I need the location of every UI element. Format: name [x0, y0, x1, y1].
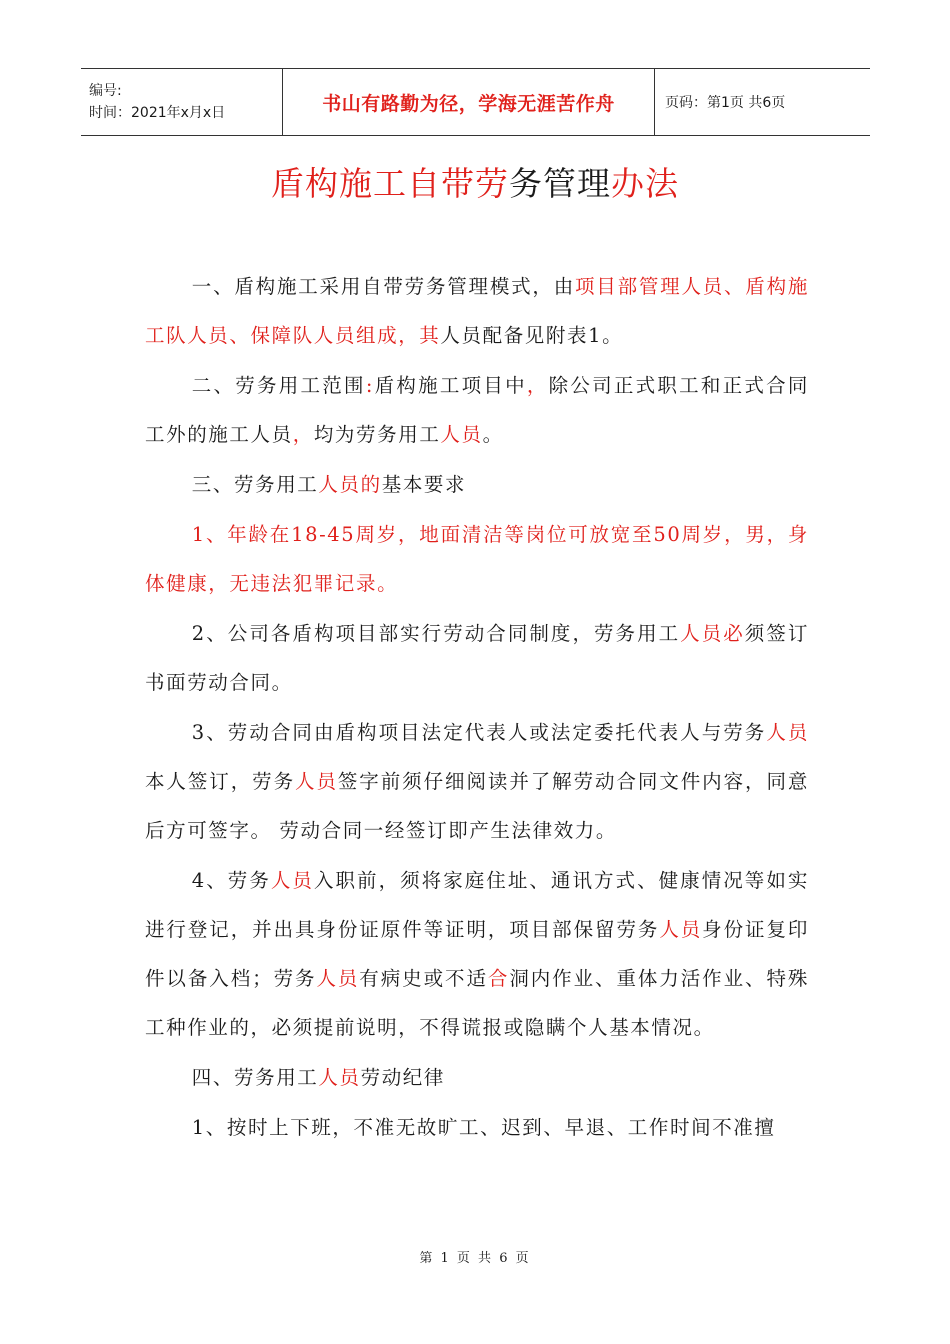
text-run: 1、按时上下班，不准无故旷工、迟到、早退、工作时间不准擅	[191, 1116, 776, 1139]
highlighted-text-run: ，	[292, 423, 314, 446]
text-run: 4、劳务	[191, 869, 271, 892]
highlighted-text-run: 人员	[270, 869, 314, 892]
highlighted-text-run: 人员	[440, 423, 483, 446]
paragraph-7	[145, 856, 809, 1052]
text-run: 一、盾构施工采用自带劳务管理模式，由	[191, 275, 575, 298]
highlighted-text-run: :	[365, 374, 374, 397]
header-page-cell	[655, 69, 870, 135]
highlighted-text-run: 合	[487, 967, 510, 990]
text-run: 基本要求	[381, 473, 467, 496]
text-run: 身份证复印件以备入档；劳务	[145, 918, 809, 990]
title-part-3: 办法	[611, 164, 679, 203]
text-run: 有病史或不适	[359, 967, 488, 990]
highlighted-text-run: 人员	[316, 967, 360, 990]
highlighted-text-run: 人员	[295, 770, 338, 793]
paragraph-4	[145, 510, 809, 608]
paragraph-9	[145, 1103, 809, 1152]
text-run: 二、劳务用工范围	[191, 374, 366, 397]
paragraph-6	[145, 708, 809, 855]
text-run: 盾构施工项目中	[373, 374, 527, 397]
text-run: 均为劳务用工	[313, 423, 441, 446]
highlighted-text-run: ，	[526, 374, 549, 397]
document-body	[145, 262, 809, 1153]
paragraph-3	[145, 460, 809, 509]
text-run: 须签订书面劳动合同。	[145, 622, 809, 694]
text-run: 三、劳务用工	[191, 473, 319, 496]
time-label: 时间：2021年x月x日	[89, 105, 226, 121]
page-label: 页码：第1页 共6页	[665, 95, 786, 111]
header-table	[81, 68, 870, 136]
text-run: 除公司正式职工和正式合同工外的施工人员	[145, 374, 810, 446]
text-run: 洞内作业、重体力活作业、特殊工种作业的，必须提前说明，不得谎报或隐瞒个人基本情况。	[145, 967, 809, 1039]
text-run: 签字前须仔细阅读并了解劳动合同文件内容，同意后方可签字。 劳动合同一经签订即产生法律效力。	[145, 770, 809, 842]
paragraph-8	[145, 1053, 809, 1102]
text-run: 。	[482, 423, 504, 446]
document-title	[0, 160, 950, 208]
title-part-2: 务管理	[509, 164, 611, 203]
highlighted-text-run: 1、年龄在18-45周岁，地面清洁等岗位可放宽至50周岁，男，身体健康，无违法犯罪记录。	[145, 523, 809, 595]
title-part-1: 盾构施工自带劳	[271, 164, 509, 203]
paragraph-1	[145, 262, 809, 360]
highlighted-text-run: 人员的	[318, 473, 382, 496]
highlighted-text-run: 人员	[318, 1066, 361, 1089]
paragraph-2	[145, 361, 809, 459]
highlighted-text-run: 人员	[659, 918, 703, 941]
page-footer: 第 1 页 共 6 页	[419, 1251, 531, 1266]
header-meta	[81, 69, 282, 135]
text-run: 本人签订，劳务	[145, 770, 296, 793]
highlighted-text-run: 项目部管理人员、盾构施工队人员、保障队人员组成，其	[145, 275, 809, 347]
text-run: 入职前，须将家庭住址、通讯方式、健康情况等如实进行登记，并出具身份证原件等证明，项目部保留劳务	[145, 869, 809, 941]
text-run: 3、劳动合同由盾构项目法定代表人或法定委托代表人与劳务	[191, 721, 767, 744]
number-label: 编号:	[89, 83, 122, 99]
paragraph-5	[145, 609, 809, 707]
text-run: 四、劳务用工	[191, 1066, 319, 1089]
motto: 书山有路勤为径，学海无涯苦作舟	[322, 92, 615, 115]
text-run: 人员配备见附表1。	[440, 324, 624, 347]
header-motto-cell	[282, 69, 655, 135]
highlighted-text-run: 人员必	[680, 622, 745, 645]
text-run: 2、公司各盾构项目部实行劳动合同制度，劳务用工	[191, 622, 681, 645]
text-run: 劳动纪律	[360, 1066, 446, 1089]
highlighted-text-run: 人员	[766, 721, 810, 744]
